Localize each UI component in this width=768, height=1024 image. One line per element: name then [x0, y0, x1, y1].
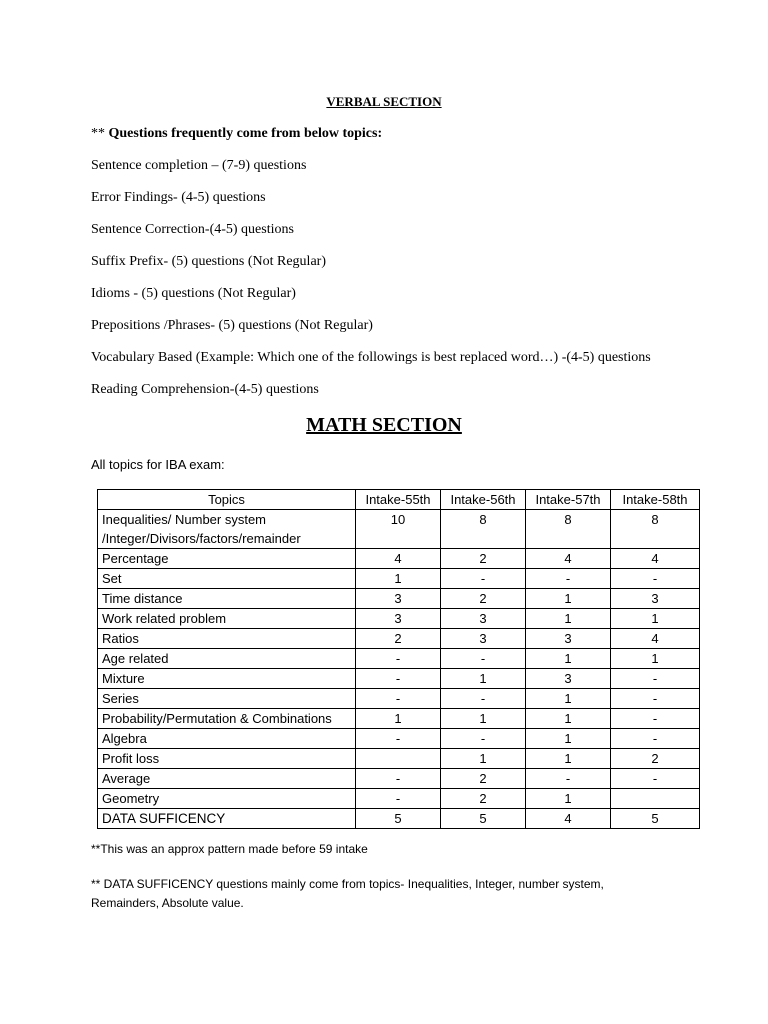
value-cell: - [611, 569, 700, 589]
topics-table [97, 489, 700, 829]
value-cell: 3 [356, 589, 441, 609]
value-cell [611, 789, 700, 809]
table-row [98, 649, 700, 669]
value-cell: - [611, 729, 700, 749]
value-cell: 4 [611, 549, 700, 569]
topic-cell: Percentage [98, 549, 356, 569]
value-cell: 1 [526, 589, 611, 609]
pattern-note: **This was an approx pattern made before 59 intake [91, 842, 368, 856]
value-cell: - [611, 709, 700, 729]
value-cell: - [611, 769, 700, 789]
table-row [98, 809, 700, 829]
value-cell: 3 [526, 629, 611, 649]
table-row [98, 689, 700, 709]
value-cell: 1 [526, 729, 611, 749]
verbal-topic-line: Vocabulary Based (Example: Which one of the followings is best replaced word…) -(4-5) questions [91, 350, 651, 365]
topic-cell: Age related [98, 649, 356, 669]
verbal-topic-line: Suffix Prefix- (5) questions (Not Regular) [91, 254, 326, 269]
header-topics: Topics [98, 490, 356, 510]
topic-cell: Mixture [98, 669, 356, 689]
topic-cell: Time distance [98, 589, 356, 609]
value-cell: - [356, 729, 441, 749]
value-cell: 1 [526, 609, 611, 629]
value-cell: - [356, 769, 441, 789]
verbal-topic-line: Sentence Correction-(4-5) questions [91, 222, 294, 237]
topic-cell: Geometry [98, 789, 356, 809]
table-row [98, 669, 700, 689]
topic-cell: Profit loss [98, 749, 356, 769]
value-cell: 2 [441, 789, 526, 809]
value-cell: - [611, 669, 700, 689]
value-cell: 2 [441, 589, 526, 609]
value-cell: 8 [526, 510, 611, 549]
verbal-intro-text: Questions frequently come from below topics: [108, 126, 383, 141]
table-row [98, 789, 700, 809]
data-sufficency-note: ** DATA SUFFICENCY questions mainly come from topics- Inequalities, Integer, number system, Remainders, Absolute value. [91, 877, 604, 910]
topic-cell: Work related problem [98, 609, 356, 629]
value-cell: 2 [356, 629, 441, 649]
topic-cell: Set [98, 569, 356, 589]
topic-cell: Average [98, 769, 356, 789]
value-cell: 1 [526, 649, 611, 669]
math-section-title: MATH SECTION [306, 414, 462, 436]
all-topics-label: All topics for IBA exam: [91, 457, 225, 472]
table-row [98, 709, 700, 729]
value-cell: 1 [611, 609, 700, 629]
value-cell: 1 [356, 709, 441, 729]
verbal-section-title: VERBAL SECTION [326, 94, 442, 109]
value-cell: 5 [356, 809, 441, 829]
topic-cell-data-sufficency: DATA SUFFICENCY [98, 809, 356, 829]
value-cell: 8 [441, 510, 526, 549]
topic-cell: Probability/Permutation & Combinations [98, 709, 356, 729]
value-cell: 2 [441, 769, 526, 789]
value-cell: 1 [526, 689, 611, 709]
value-cell: - [441, 649, 526, 669]
value-cell: 4 [356, 549, 441, 569]
value-cell: 5 [611, 809, 700, 829]
value-cell: 3 [526, 669, 611, 689]
topic-cell: Ratios [98, 629, 356, 649]
verbal-topic-line: Prepositions /Phrases- (5) questions (Not Regular) [91, 318, 373, 333]
value-cell: - [611, 689, 700, 709]
topic-cell: Series [98, 689, 356, 709]
value-cell: - [526, 569, 611, 589]
table-row [98, 749, 700, 769]
value-cell: 5 [441, 809, 526, 829]
value-cell: 1 [441, 749, 526, 769]
verbal-topic-line: Sentence completion – (7-9) questions [91, 158, 307, 173]
value-cell: 2 [441, 549, 526, 569]
table-row [98, 769, 700, 789]
table-row [98, 589, 700, 609]
table-row [98, 609, 700, 629]
value-cell: 10 [356, 510, 441, 549]
value-cell: - [356, 669, 441, 689]
header-intake-55: Intake-55th [356, 490, 441, 510]
value-cell: - [441, 569, 526, 589]
value-cell: 2 [611, 749, 700, 769]
table-row [98, 510, 700, 549]
value-cell [356, 749, 441, 769]
topic-cell: Algebra [98, 729, 356, 749]
value-cell: 1 [526, 749, 611, 769]
topic-cell: Inequalities/ Number system /Integer/Divisors/factors/remainder [98, 510, 356, 549]
value-cell: 3 [441, 629, 526, 649]
table-header-row [98, 490, 700, 510]
value-cell: 1 [611, 649, 700, 669]
value-cell: 8 [611, 510, 700, 549]
value-cell: - [356, 649, 441, 669]
value-cell: - [356, 689, 441, 709]
value-cell: 4 [526, 549, 611, 569]
value-cell: - [356, 789, 441, 809]
verbal-intro-prefix: ** [91, 126, 109, 141]
table-row [98, 549, 700, 569]
header-intake-58: Intake-58th [611, 490, 700, 510]
value-cell: 4 [526, 809, 611, 829]
value-cell: 1 [356, 569, 441, 589]
value-cell: - [526, 769, 611, 789]
value-cell: - [441, 689, 526, 709]
value-cell: 1 [441, 669, 526, 689]
value-cell: 1 [526, 709, 611, 729]
value-cell: 3 [441, 609, 526, 629]
value-cell: 1 [441, 709, 526, 729]
table-row [98, 569, 700, 589]
verbal-topic-line: Error Findings- (4-5) questions [91, 190, 266, 205]
value-cell: 3 [611, 589, 700, 609]
value-cell: 1 [526, 789, 611, 809]
header-intake-56: Intake-56th [441, 490, 526, 510]
verbal-topic-line: Reading Comprehension-(4-5) questions [91, 382, 319, 397]
verbal-topic-line: Idioms - (5) questions (Not Regular) [91, 286, 296, 301]
value-cell: 3 [356, 609, 441, 629]
value-cell: 4 [611, 629, 700, 649]
table-row [98, 629, 700, 649]
table-row [98, 729, 700, 749]
verbal-intro [91, 126, 382, 142]
header-intake-57: Intake-57th [526, 490, 611, 510]
value-cell: - [441, 729, 526, 749]
